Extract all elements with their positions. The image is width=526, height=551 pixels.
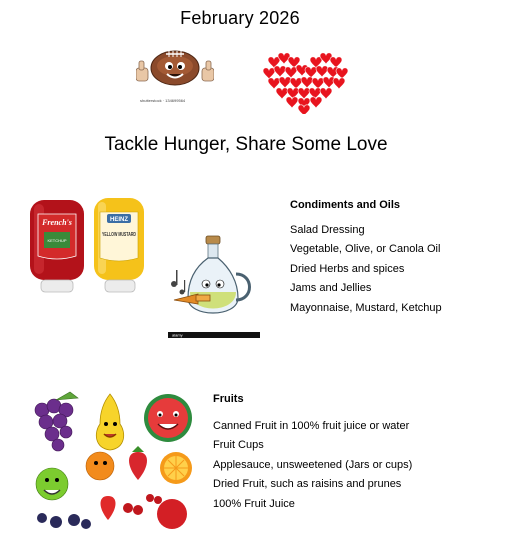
list-item: Canned Fruit in 100% fruit juice or water — [213, 420, 410, 432]
tagline: Tackle Hunger, Share Some Love — [104, 134, 388, 155]
football-mascot-image — [136, 48, 214, 103]
ketchup-brand: French's — [42, 218, 72, 227]
orange-icon — [86, 452, 114, 480]
page-title: February 2026 — [180, 8, 300, 28]
watermelon-icon — [144, 394, 192, 442]
mustard-product: YELLOW MUSTARD — [102, 232, 137, 238]
list-item: Applesauce, unsweetened (Jars or cups) — [213, 458, 413, 471]
heart-icon — [263, 53, 348, 114]
music-note-icon — [171, 270, 185, 295]
list-item: Fruit Cups — [213, 439, 264, 452]
grapes-icon — [35, 392, 78, 451]
fruit-characters-image — [30, 390, 200, 534]
list-item: Mayonnaise, Mustard, Ketchup — [290, 301, 442, 314]
pear-icon — [96, 394, 123, 450]
blueberries-icon — [37, 513, 91, 529]
thumbs-up-left-icon — [136, 61, 148, 81]
heart-of-hearts-image — [262, 48, 348, 114]
image-credit: shutterstock · 134699564 — [140, 98, 186, 103]
orange-slice-icon — [160, 452, 192, 484]
condiments-list — [290, 221, 442, 318]
list-item: 100% Fruit Juice — [213, 497, 295, 510]
list-item: Vegetable, Olive, or Canola Oil — [290, 243, 441, 256]
list-item: Jams and Jellies — [290, 282, 372, 295]
thumbs-up-right-icon — [202, 61, 214, 81]
fruits-list — [213, 417, 412, 514]
list-item: Dried Herbs and spices — [290, 262, 405, 275]
mustard-bottle-icon — [94, 198, 144, 292]
ketchup-mustard-image — [28, 196, 158, 294]
list-item: Salad Dressing — [290, 224, 365, 236]
mustard-brand: HEINZ — [110, 217, 128, 223]
cherries-icon — [123, 494, 162, 515]
ketchup-bottle-icon — [30, 200, 84, 292]
list-item: Dried Fruit, such as raisins and prunes — [213, 478, 402, 491]
oil-jug-mascot-image — [168, 234, 260, 338]
fruits-heading: Fruits — [213, 393, 244, 405]
ketchup-product: KETCHUP — [47, 238, 67, 243]
image-credit: alamy — [172, 332, 183, 338]
condiments-heading: Condiments and Oils — [290, 199, 401, 211]
